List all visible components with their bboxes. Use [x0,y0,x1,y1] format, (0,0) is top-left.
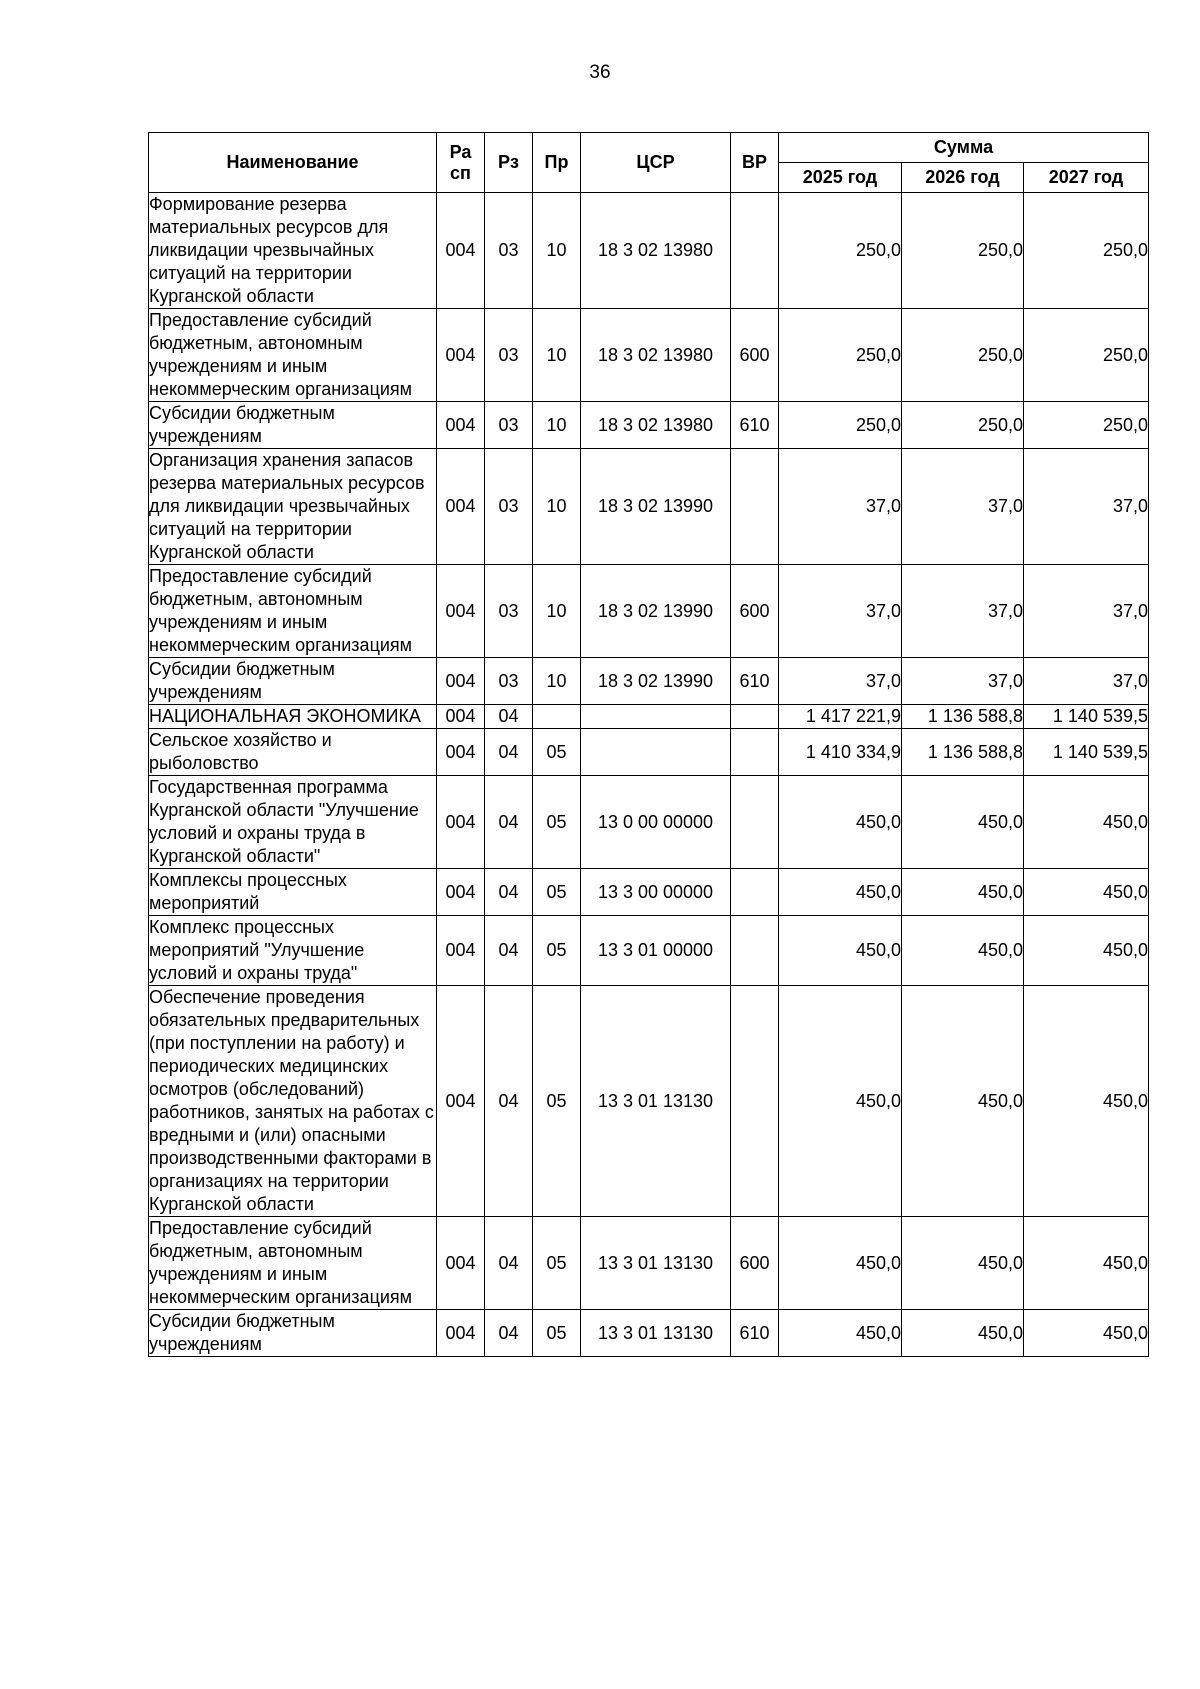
cell-2026: 1 136 588,8 [902,705,1024,729]
cell-2027: 450,0 [1024,1217,1149,1310]
cell-pr: 05 [533,729,581,776]
cell-pr: 05 [533,1217,581,1310]
table-row [149,1217,1149,1310]
cell-vr [731,449,779,565]
cell-pr: 10 [533,402,581,449]
cell-2026: 450,0 [902,869,1024,916]
cell-name: Формирование резерва материальных ресурсов для ликвидации чрезвычайных ситуаций на территории Курганской области [149,193,437,309]
cell-rasp: 004 [437,776,485,869]
cell-csr: 13 0 00 00000 [581,776,731,869]
cell-rasp: 004 [437,1217,485,1310]
cell-rasp: 004 [437,309,485,402]
cell-2027: 37,0 [1024,565,1149,658]
cell-csr [581,729,731,776]
cell-2025: 37,0 [779,565,902,658]
cell-2027: 1 140 539,5 [1024,729,1149,776]
cell-name: Субсидии бюджетным учреждениям [149,402,437,449]
cell-2026: 37,0 [902,565,1024,658]
cell-2025: 1 410 334,9 [779,729,902,776]
cell-rz: 04 [485,1310,533,1357]
cell-rz: 03 [485,402,533,449]
cell-vr [731,729,779,776]
cell-pr: 05 [533,986,581,1217]
cell-2026: 250,0 [902,402,1024,449]
table-row [149,565,1149,658]
cell-rz: 03 [485,658,533,705]
cell-2025: 1 417 221,9 [779,705,902,729]
cell-2025: 37,0 [779,658,902,705]
table-row [149,309,1149,402]
cell-rasp: 004 [437,986,485,1217]
budget-table [148,132,1149,1357]
cell-name: НАЦИОНАЛЬНАЯ ЭКОНОМИКА [149,705,437,729]
header-2027: 2027 год [1024,163,1149,193]
cell-2025: 450,0 [779,869,902,916]
cell-vr [731,193,779,309]
table-body [149,193,1149,1357]
cell-2027: 450,0 [1024,916,1149,986]
cell-name: Организация хранения запасов резерва материальных ресурсов для ликвидации чрезвычайных ситуаций на территории Курганской области [149,449,437,565]
cell-pr: 10 [533,658,581,705]
cell-pr: 05 [533,916,581,986]
cell-vr [731,869,779,916]
cell-rz: 04 [485,776,533,869]
cell-rasp: 004 [437,402,485,449]
cell-name: Предоставление субсидий бюджетным, автономным учреждениям и иным некоммерческим организациям [149,1217,437,1310]
cell-2026: 250,0 [902,193,1024,309]
cell-name: Субсидии бюджетным учреждениям [149,658,437,705]
cell-pr: 05 [533,1310,581,1357]
cell-vr [731,916,779,986]
table-header [149,133,1149,193]
table-row [149,193,1149,309]
cell-pr: 05 [533,776,581,869]
table-row [149,869,1149,916]
cell-2025: 450,0 [779,916,902,986]
cell-pr: 10 [533,565,581,658]
cell-name: Предоставление субсидий бюджетным, автономным учреждениям и иным некоммерческим организациям [149,309,437,402]
cell-rz: 03 [485,193,533,309]
cell-rasp: 004 [437,658,485,705]
cell-2026: 450,0 [902,1310,1024,1357]
header-rasp: Ра сп [437,133,485,193]
header-2025: 2025 год [779,163,902,193]
cell-2026: 1 136 588,8 [902,729,1024,776]
cell-rasp: 004 [437,729,485,776]
header-name: Наименование [149,133,437,193]
cell-2026: 450,0 [902,1217,1024,1310]
cell-name: Субсидии бюджетным учреждениям [149,1310,437,1357]
cell-2025: 250,0 [779,309,902,402]
cell-csr [581,705,731,729]
cell-vr: 600 [731,309,779,402]
cell-csr: 18 3 02 13990 [581,449,731,565]
cell-rasp: 004 [437,565,485,658]
cell-rz: 04 [485,986,533,1217]
cell-2026: 450,0 [902,776,1024,869]
cell-rasp: 004 [437,869,485,916]
cell-vr: 610 [731,402,779,449]
cell-rasp: 004 [437,449,485,565]
cell-vr: 600 [731,1217,779,1310]
table-row [149,1310,1149,1357]
cell-2027: 1 140 539,5 [1024,705,1149,729]
cell-2026: 37,0 [902,658,1024,705]
cell-2025: 450,0 [779,1310,902,1357]
table-row [149,986,1149,1217]
cell-pr: 10 [533,309,581,402]
cell-2026: 450,0 [902,986,1024,1217]
cell-2026: 250,0 [902,309,1024,402]
cell-vr [731,776,779,869]
header-2026: 2026 год [902,163,1024,193]
cell-2027: 450,0 [1024,869,1149,916]
cell-2027: 250,0 [1024,309,1149,402]
cell-rz: 04 [485,729,533,776]
cell-name: Государственная программа Курганской области "Улучшение условий и охраны труда в Курганской области" [149,776,437,869]
cell-csr: 18 3 02 13980 [581,402,731,449]
cell-csr: 18 3 02 13980 [581,193,731,309]
cell-2027: 250,0 [1024,193,1149,309]
cell-2027: 450,0 [1024,986,1149,1217]
cell-rz: 03 [485,565,533,658]
cell-csr: 13 3 01 13130 [581,1217,731,1310]
cell-2027: 37,0 [1024,658,1149,705]
cell-vr [731,705,779,729]
table-row [149,705,1149,729]
cell-csr: 13 3 01 13130 [581,986,731,1217]
cell-2025: 37,0 [779,449,902,565]
cell-2025: 250,0 [779,193,902,309]
cell-pr: 10 [533,449,581,565]
cell-name: Сельское хозяйство и рыболовство [149,729,437,776]
cell-pr: 05 [533,869,581,916]
cell-2027: 450,0 [1024,1310,1149,1357]
cell-2026: 37,0 [902,449,1024,565]
cell-rz: 04 [485,1217,533,1310]
cell-2027: 450,0 [1024,776,1149,869]
cell-2025: 450,0 [779,776,902,869]
cell-name: Предоставление субсидий бюджетным, автономным учреждениям и иным некоммерческим организациям [149,565,437,658]
cell-vr [731,986,779,1217]
header-csr: ЦСР [581,133,731,193]
page-number: 36 [589,62,611,83]
cell-2026: 450,0 [902,916,1024,986]
cell-rasp: 004 [437,705,485,729]
header-sum: Сумма [779,133,1149,163]
header-pr: Пр [533,133,581,193]
cell-rz: 04 [485,705,533,729]
cell-csr: 13 3 00 00000 [581,869,731,916]
table-row [149,776,1149,869]
cell-2027: 250,0 [1024,402,1149,449]
header-vr: ВР [731,133,779,193]
cell-rasp: 004 [437,193,485,309]
cell-name: Комплексы процессных мероприятий [149,869,437,916]
cell-name: Комплекс процессных мероприятий "Улучшение условий и охраны труда" [149,916,437,986]
cell-csr: 13 3 01 13130 [581,1310,731,1357]
cell-csr: 13 3 01 00000 [581,916,731,986]
cell-pr: 10 [533,193,581,309]
table-row [149,729,1149,776]
cell-name: Обеспечение проведения обязательных предварительных (при поступлении на работу) и периодических медицинских осмотров (обследований) работников, занятых на работах с вредными и (или) опасными производственными факторами в организациях на территории Курганской области [149,986,437,1217]
table-row [149,402,1149,449]
cell-csr: 18 3 02 13990 [581,658,731,705]
cell-2025: 250,0 [779,402,902,449]
cell-csr: 18 3 02 13980 [581,309,731,402]
cell-vr: 610 [731,1310,779,1357]
cell-rasp: 004 [437,1310,485,1357]
cell-vr: 600 [731,565,779,658]
cell-2025: 450,0 [779,986,902,1217]
cell-rz: 03 [485,449,533,565]
cell-rasp: 004 [437,916,485,986]
table-row [149,658,1149,705]
cell-2027: 37,0 [1024,449,1149,565]
cell-vr: 610 [731,658,779,705]
cell-rz: 04 [485,869,533,916]
cell-2025: 450,0 [779,1217,902,1310]
cell-rz: 04 [485,916,533,986]
cell-pr [533,705,581,729]
table-row [149,916,1149,986]
cell-rz: 03 [485,309,533,402]
table-row [149,449,1149,565]
header-rz: Рз [485,133,533,193]
cell-csr: 18 3 02 13990 [581,565,731,658]
